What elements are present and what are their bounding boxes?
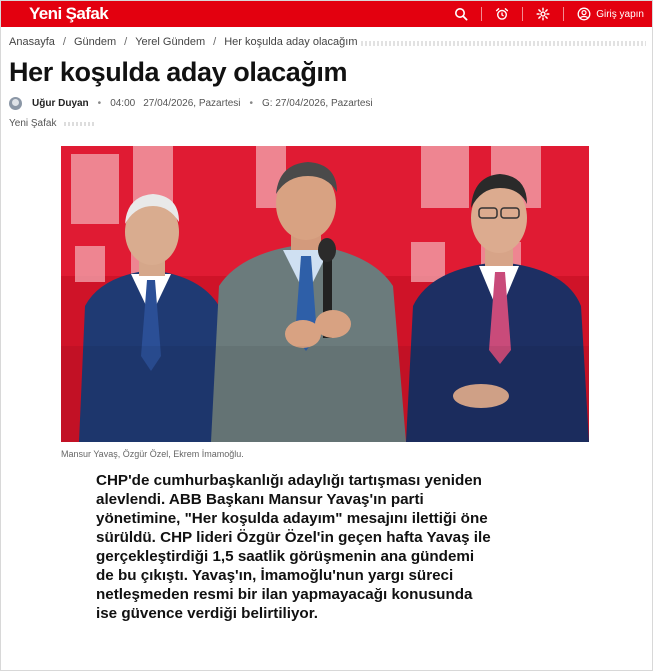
breadcrumb (9, 36, 357, 48)
breadcrumb-home[interactable]: Anasayfa (9, 36, 55, 48)
page-title: Her koşulda aday olacağım (9, 57, 348, 87)
meta-separator: • (97, 98, 102, 109)
author-name[interactable]: Uğur Duyan (32, 98, 89, 109)
article-image[interactable] (61, 146, 589, 442)
breadcrumb-divider (361, 41, 646, 46)
publish-date: 27/04/2026, Pazartesi (143, 98, 241, 109)
breadcrumb-current[interactable]: Her koşulda aday olacağım (224, 36, 358, 48)
breadcrumb-gundem[interactable]: Gündem (73, 36, 117, 48)
header-divider (481, 7, 482, 21)
update-date: G: 27/04/2026, Pazartesi (262, 98, 373, 109)
header-divider (522, 7, 523, 21)
image-caption: Mansur Yavaş, Özgür Özel, Ekrem İmamoğlu. (61, 449, 244, 459)
article-lede: CHP'de cumhurbaşkanlığı adaylığı tartışması yeniden alevlendi. ABB Başkanı Mansur Yavaş'ın parti yönetimine, "Her koşulda adayım" mesajını ilettiği öne sürüldü. CHP lideri Özgür Özel'in geçen hafta Yavaş ile gerçekleştirdiği 1,5 saatlik görüşmenin ana gündemi de bu çıkıştı. Yavaş'ın, İmamoğlu'nun yargı süreci netleşmeden resmi bir ilan yapmayacağı konusunda ise güvence verdiği belirtiliyor. (96, 472, 491, 622)
site-header (1, 1, 652, 27)
breadcrumb-yerel-gundem[interactable]: Yerel Gündem (135, 36, 206, 48)
meta-separator: • (249, 98, 254, 109)
article-meta (9, 97, 373, 110)
alarm-clock-icon[interactable] (495, 7, 509, 21)
user-icon (577, 7, 591, 21)
login-label: Giriş yapın (596, 8, 644, 20)
search-icon[interactable] (454, 7, 468, 21)
header-divider (563, 7, 564, 21)
avatar (9, 97, 22, 110)
source-label: Yeni Şafak (9, 118, 57, 129)
breadcrumb-separator: / (62, 36, 66, 48)
breadcrumb-separator: / (213, 36, 217, 48)
site-logo[interactable]: Yeni Şafak (29, 4, 109, 23)
article-source (9, 118, 94, 129)
publish-time: 04:00 (110, 98, 136, 109)
settings-icon[interactable] (536, 7, 550, 21)
header-actions (454, 1, 644, 27)
source-divider (64, 122, 94, 126)
login-button[interactable] (577, 7, 644, 21)
breadcrumb-separator: / (124, 36, 128, 48)
